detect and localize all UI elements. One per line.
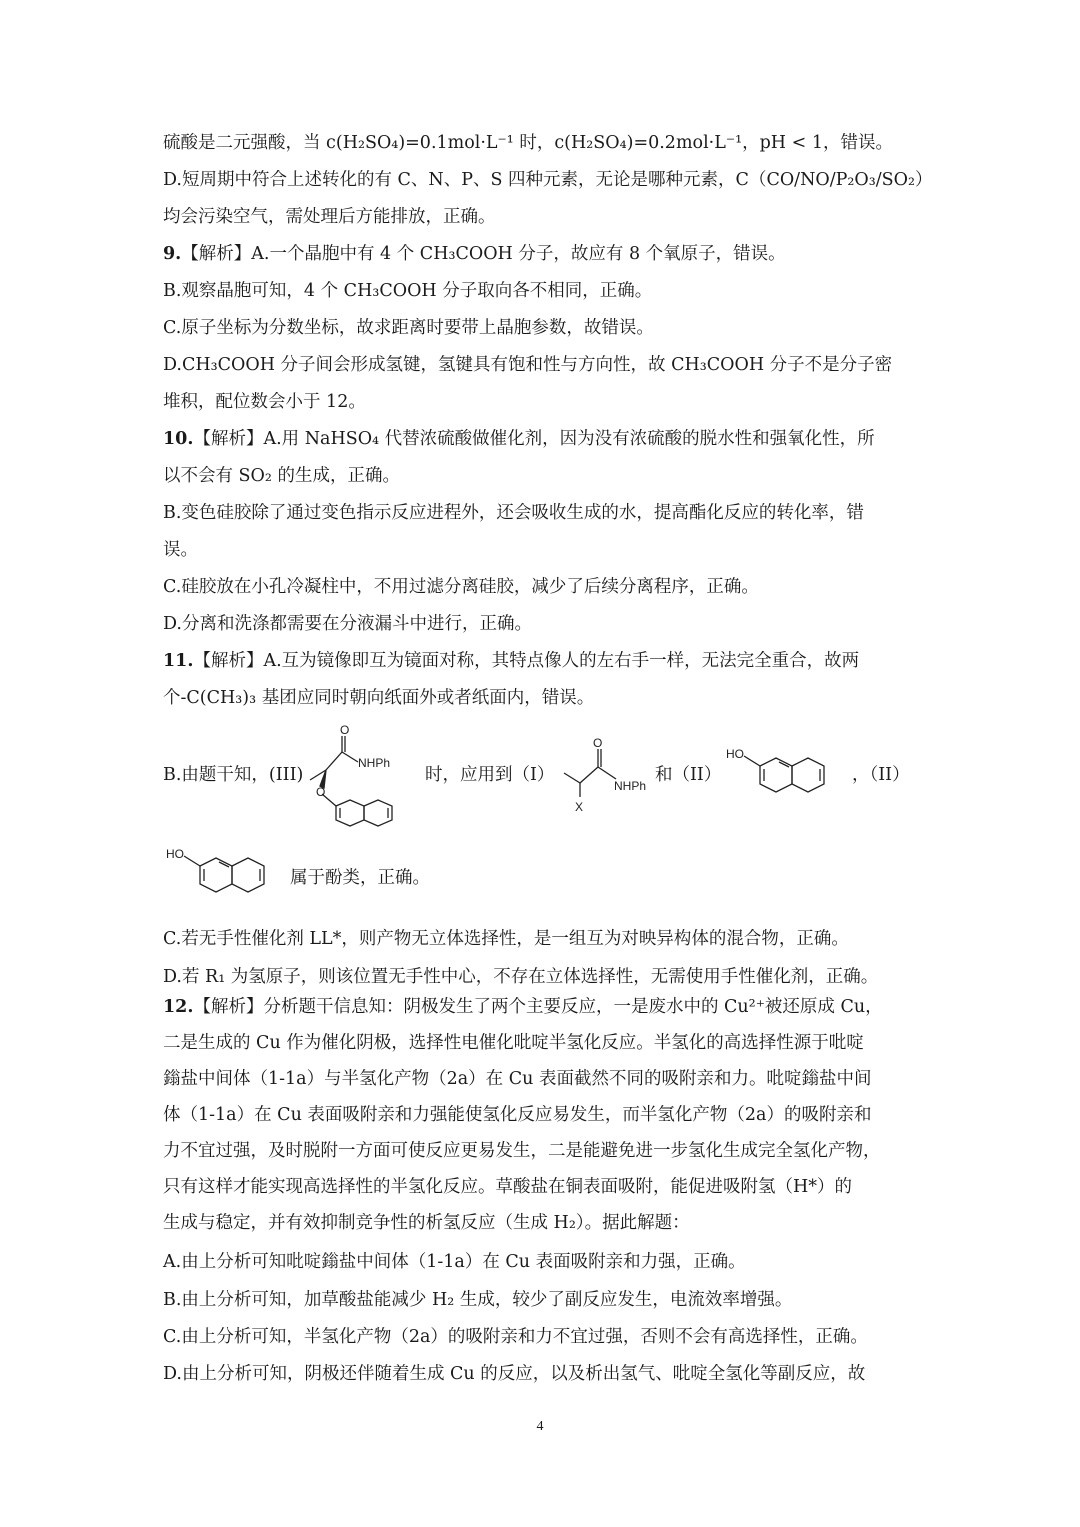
text-line: 鎓盐中间体（1-1a）与半氢化产物（2a）在 Cu 表面截然不同的吸附亲和力。吡啶鎓盐中间	[163, 1069, 872, 1089]
text-line: C.由上分析可知，半氢化产物（2a）的吸附亲和力不宜过强，否则不会有高选择性，正确。	[163, 1327, 868, 1347]
text-line: 误。	[163, 540, 198, 560]
text-line: 均会污染空气，需处理后方能排放，正确。	[163, 207, 496, 227]
question-text: 【解析】A.用 NaHSO₄ 代替浓硫酸做催化剂，因为没有浓硫酸的脱水性和强氧化性，所	[193, 429, 875, 449]
text-line: B.变色硅胶除了通过变色指示反应进程外，还会吸收生成的水，提高酯化反应的转化率，错	[163, 503, 864, 523]
2-naphthol-structure	[160, 838, 290, 908]
text-fragment: 和（II）	[655, 765, 722, 785]
question-number: 11.	[163, 651, 194, 671]
text-line: 以不会有 SO₂ 的生成，正确。	[163, 466, 400, 486]
hydroxyl-label: HO	[726, 747, 744, 761]
text-line: 硫酸是二元强酸，当 c(H₂SO₄)=0.1mol·L⁻¹ 时，c(H₂SO₄)=0.2mol·L⁻¹，pH < 1，错误。	[163, 133, 893, 153]
2-naphthol-structure	[720, 738, 850, 808]
oxygen-label: O	[340, 723, 350, 737]
text-line: 体（1-1a）在 Cu 表面吸附亲和力强能使氢化反应易发生，而半氢化产物（2a）的吸附亲和	[163, 1105, 872, 1125]
text-line: 力不宜过强，及时脱附一方面可使反应更易发生，二是能避免进一步氢化生成完全氢化产物，	[163, 1141, 881, 1161]
halogen-label: X	[575, 800, 584, 814]
hydroxyl-label: HO	[166, 847, 184, 861]
text-line: C.原子坐标为分数坐标，故求距离时要带上晶胞参数，故错误。	[163, 318, 654, 338]
question-text: 【解析】A.一个晶胞中有 4 个 CH₃COOH 分子，故应有 8 个氧原子，错误。	[181, 244, 786, 264]
question-text: 【解析】分析题干信息知：阴极发生了两个主要反应，一是废水中的 Cu²⁺被还原成 Cu，	[193, 997, 883, 1017]
text-line: 个-C(CH₃)₃ 基团应同时朝向纸面外或者纸面内，错误。	[163, 688, 595, 708]
text-line: D.CH₃COOH 分子间会形成氢键，氢键具有饱和性与方向性，故 CH₃COOH 分子不是分子密	[163, 355, 893, 375]
question-line	[163, 649, 859, 673]
question-number: 10.	[163, 429, 194, 449]
text-line: 只有这样才能实现高选择性的半氢化反应。草酸盐在铜表面吸附，能促进吸附氢（H*）的	[163, 1177, 853, 1197]
compound-iii-structure	[300, 722, 420, 830]
text-fragment: 属于酚类，正确。	[290, 868, 430, 888]
text-line: D.分离和洗涤都需要在分液漏斗中进行，正确。	[163, 614, 532, 634]
text-fragment: B.由题干知，(III)	[163, 765, 304, 785]
text-line: 堆积，配位数会小于 12。	[163, 392, 366, 412]
text-line: D.由上分析可知，阴极还伴随着生成 Cu 的反应，以及析出氢气、吡啶全氢化等副反应，故	[163, 1364, 866, 1384]
text-line: D.短周期中符合上述转化的有 C、N、P、S 四种元素，无论是哪种元素，C（CO/NO/P₂O₃/SO₂）	[163, 170, 933, 190]
text-line: B.观察晶胞可知，4 个 CH₃COOH 分子取向各不相同，正确。	[163, 281, 653, 301]
text-line: B.由上分析可知，加草酸盐能减少 H₂ 生成，较少了副反应发生，电流效率增强。	[163, 1290, 793, 1310]
text-fragment: 时，应用到（I）	[425, 765, 555, 785]
nhph-label: NHPh	[358, 756, 391, 770]
nhph-label: NHPh	[614, 779, 647, 793]
question-line	[163, 242, 786, 266]
question-line	[163, 995, 883, 1019]
text-line: 二是生成的 Cu 作为催化阴极，选择性电催化吡啶半氢化反应。半氢化的高选择性源于吡啶	[163, 1033, 864, 1053]
oxygen-label: O	[316, 785, 326, 799]
question-number: 12.	[163, 997, 194, 1017]
text-line: C.若无手性催化剂 LL*，则产物无立体选择性，是一组互为对映异构体的混合物，正确。	[163, 929, 849, 949]
page-number: 4	[536, 1419, 544, 1434]
question-line	[163, 427, 875, 451]
text-line: A.由上分析可知吡啶鎓盐中间体（1-1a）在 Cu 表面吸附亲和力强，正确。	[163, 1252, 746, 1272]
question-text: 【解析】A.互为镜像即互为镜面对称，其特点像人的左右手一样，无法完全重合，故两	[193, 651, 860, 671]
text-line: 生成与稳定，并有效抑制竞争性的析氢反应（生成 H₂）。据此解题：	[163, 1213, 690, 1233]
oxygen-label: O	[593, 736, 603, 750]
text-fragment: ，（II）	[852, 765, 910, 785]
text-line: C.硅胶放在小孔冷凝柱中，不用过滤分离硅胶，减少了后续分离程序，正确。	[163, 577, 759, 597]
question-number: 9.	[163, 244, 182, 264]
text-line: D.若 R₁ 为氢原子，则该位置无手性中心，不存在立体选择性，无需使用手性催化剂，正确。	[163, 967, 879, 987]
